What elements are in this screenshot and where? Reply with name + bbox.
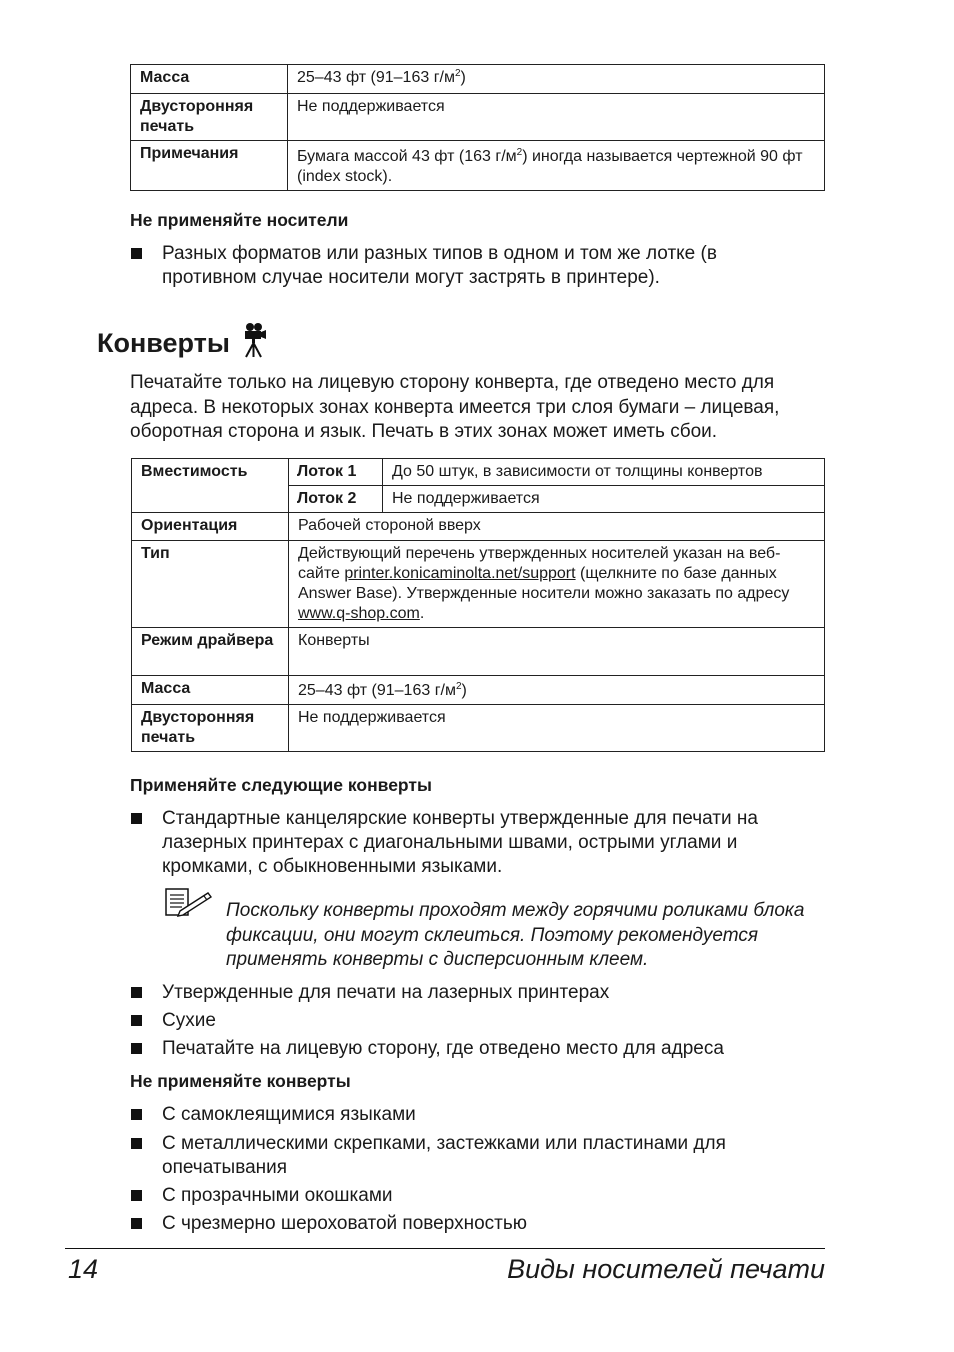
section-heading: Применяйте следующие конверты xyxy=(130,775,432,795)
envelope-spec-table xyxy=(131,458,825,752)
bullet-icon xyxy=(131,1218,142,1229)
spec-value: Бумага массой 43 фт (163 $г/м^2$) иногда называется чертежной 90 фт (index stock). xyxy=(288,141,825,191)
spec-value: Не поддерживается xyxy=(289,705,825,752)
tray-label: Лоток 1 xyxy=(289,459,383,486)
spec-key: Ориентация xyxy=(132,513,289,541)
bullet-icon xyxy=(131,1190,142,1201)
spec-value: Действующий перечень утвержденных носителей указан на веб-сайте printer.konicaminolta.net/support (щелкните по базе данных Answer Base). Утвержденные носители можно заказать по адресу www.q-shop.com. xyxy=(289,541,825,628)
bullet-icon xyxy=(131,1043,142,1054)
bullet-icon xyxy=(131,1015,142,1026)
support-link[interactable]: printer.konicaminolta.net/support xyxy=(344,565,576,582)
bullet-icon xyxy=(131,1109,142,1120)
spec-value: 25–43 фт (91–163 $г/м^2$) xyxy=(289,676,825,705)
spec-key: Тип xyxy=(132,541,289,628)
section-heading: Не применяйте конверты xyxy=(130,1071,351,1091)
spec-key: Двусторонняя печать xyxy=(131,94,288,141)
spec-value: Не поддерживается xyxy=(288,94,825,141)
bullet-icon xyxy=(131,248,142,259)
spec-value: Не поддерживается xyxy=(383,486,825,513)
spec-key: Масса xyxy=(132,676,289,705)
note-pencil-icon xyxy=(164,887,214,919)
bullet-icon xyxy=(131,813,142,824)
spec-key: Режим драйвера xyxy=(132,628,289,676)
footer-divider xyxy=(65,1248,825,1249)
spec-value: 25–43 фт (91–163 $г/м^2$) xyxy=(288,65,825,94)
camera-tripod-icon xyxy=(241,322,267,358)
bullet-icon xyxy=(131,1138,142,1149)
spec-value: До 50 штук, в зависимости от толщины конвертов xyxy=(383,459,825,486)
page-number: 14 xyxy=(68,1254,99,1284)
spec-value: Конверты xyxy=(289,628,825,676)
page-title: Конверты xyxy=(97,322,267,359)
section-heading: Не применяйте носители xyxy=(130,210,349,230)
bullet-icon xyxy=(131,987,142,998)
paper-spec-table xyxy=(130,64,825,191)
tray-label: Лоток 2 xyxy=(289,486,383,513)
intro-paragraph: Печатайте только на лицевую сторону конверта, где отведено место для адреса. В некоторых зонах конверта имеется три слоя бумаги – лицевая, оборотная сторона и язык. Печать в этих зонах может иметь сбои. xyxy=(130,372,780,442)
footer-section-title: Виды носителей печати xyxy=(507,1254,825,1284)
spec-value: Рабочей стороной вверх xyxy=(289,513,825,541)
spec-key: Вместимость xyxy=(132,459,289,513)
spec-key: Двусторонняя печать xyxy=(132,705,289,752)
spec-key: Масса xyxy=(131,65,288,94)
note-text: Поскольку конверты проходят между горячими роликами блока фиксации, они могут склеиться. Поэтому рекомендуется применять конверты с дисперсионным клеем. xyxy=(226,900,805,970)
shop-link[interactable]: www.q-shop.com xyxy=(298,605,420,622)
spec-key: Примечания xyxy=(131,141,288,191)
